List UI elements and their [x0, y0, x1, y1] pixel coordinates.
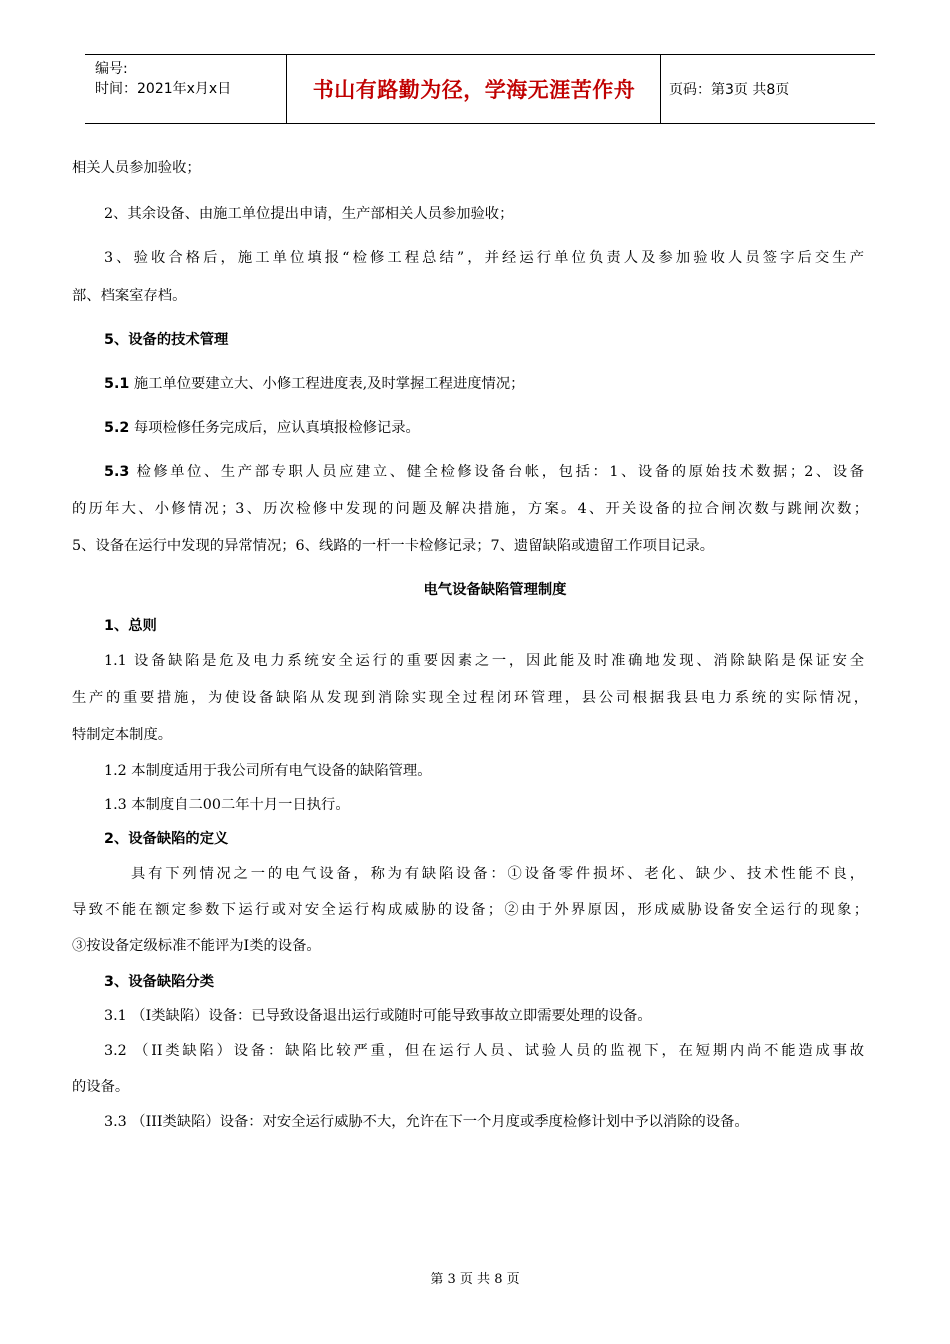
body-line: 生产的重要措施，为使设备缺陷从发现到消除实现全过程闭环管理，县公司根据我县电力系统的实际情况， — [72, 690, 868, 706]
clause-5-1 — [104, 374, 524, 394]
body-line: 3.2 （II类缺陷）设备：缺陷比较严重，但在运行人员、试验人员的监视下，在短期内尚不能造成事故 — [104, 1043, 864, 1059]
body-line: 3.3 （III类缺陷）设备：对安全运行威胁不大，允许在下一个月度或季度检修计划中予以消除的设备。 — [104, 1114, 749, 1130]
section-heading: 5、设备的技术管理 — [104, 332, 229, 348]
body-line: 3、验收合格后，施工单位填报“检修工程总结”，并经运行单位负责人及参加验收人员签字后交生产 — [104, 250, 864, 266]
header-page-info: 页码：第3页 共8页 — [669, 82, 790, 98]
section-heading: 3、设备缺陷分类 — [104, 974, 215, 990]
section-heading: 1、总则 — [104, 618, 157, 634]
clause-text: 检修单位、生产部专职人员应建立、健全检修设备台帐，包括：1、设备的原始技术数据；2、设备 — [136, 464, 864, 480]
header-meta — [95, 59, 231, 99]
header-divider — [660, 55, 661, 123]
body-line: 2、其余设备、由施工单位提出申请，生产部相关人员参加验收； — [104, 206, 514, 222]
document-title: 电气设备缺陷管理制度 — [423, 582, 567, 598]
body-line: 1.2 本制度适用于我公司所有电气设备的缺陷管理。 — [104, 763, 432, 779]
clause-text: 施工单位要建立大、小修工程进度表,及时掌握工程进度情况； — [133, 376, 525, 392]
doc-time-label: 时间：2021年x月x日 — [95, 81, 232, 97]
page-footer: 第 3 页 共 8 页 — [430, 1272, 520, 1287]
clause-number: 5.2 — [104, 420, 130, 436]
body-line: 5、设备在运行中发现的异常情况；6、线路的一杆一卡检修记录；7、遗留缺陷或遗留工作项目记录。 — [72, 538, 715, 554]
body-line: ③按设备定级标准不能评为I类的设备。 — [72, 938, 321, 954]
body-line: 相关人员参加验收； — [72, 160, 201, 176]
section-heading: 2、设备缺陷的定义 — [104, 831, 229, 847]
clause-5-3 — [104, 462, 864, 482]
body-line: 3.1 （I类缺陷）设备：已导致设备退出运行或随时可能导致事故立即需要处理的设备。 — [104, 1008, 652, 1024]
body-line: 特制定本制度。 — [72, 727, 173, 743]
clause-text: 每项检修任务完成后，应认真填报检修记录。 — [133, 420, 420, 436]
doc-number-label: 编号: — [95, 61, 128, 77]
clause-number: 5.3 — [104, 464, 130, 480]
body-line: 1.3 本制度自二00二年十月一日执行。 — [104, 797, 350, 813]
body-line: 具有下列情况之一的电气设备，称为有缺陷设备：①设备零件损坏、老化、缺少、技术性能不良， — [131, 866, 864, 882]
header-motto: 书山有路勤为径，学海无涯苦作舟 — [312, 78, 636, 102]
body-line: 导致不能在额定参数下运行或对安全运行构成威胁的设备；②由于外界原因，形成威胁设备安全运行的现象； — [72, 902, 868, 918]
body-line: 1.1 设备缺陷是危及电力系统安全运行的重要因素之一，因此能及时准确地发现、消除缺陷是保证安全 — [104, 653, 864, 669]
clause-5-2 — [104, 418, 420, 438]
body-line: 的设备。 — [72, 1079, 130, 1095]
body-line: 部、档案室存档。 — [72, 288, 187, 304]
header-table — [85, 54, 875, 124]
clause-number: 5.1 — [104, 376, 130, 392]
body-line: 的历年大、小修情况；3、历次检修中发现的问题及解决措施，方案。4、开关设备的拉合闸次数与跳闸次数； — [72, 501, 868, 517]
